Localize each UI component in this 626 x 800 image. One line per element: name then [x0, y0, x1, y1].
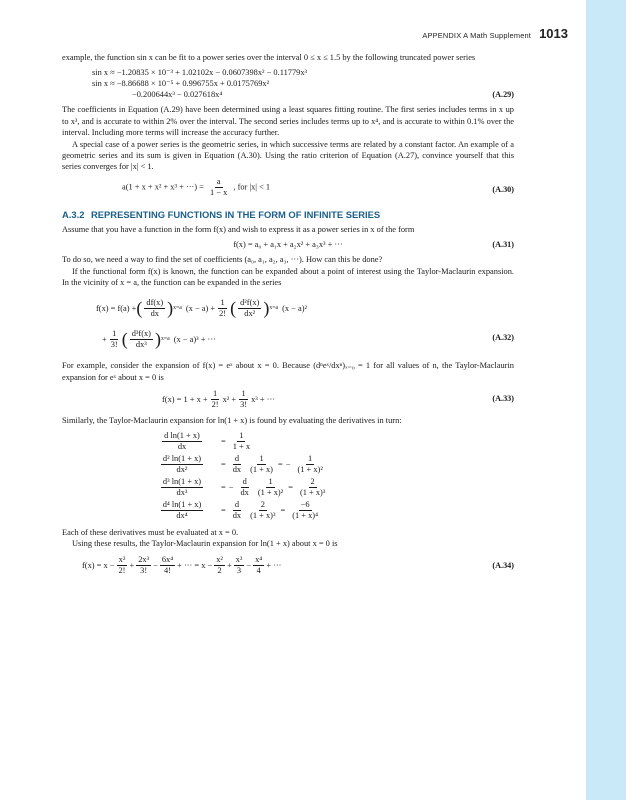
eq-a29-line1: sin x ≈ −1.20835 × 10⁻³ + 1.02102x − 0.0607398x² − 0.11779x³	[92, 68, 308, 78]
eq-a29-line2: sin x ≈ −8.86688 × 10⁻⁵ + 0.996755x + 0.0175769x²	[92, 79, 270, 89]
paragraph-using-results: Using these results, the Taylor-Maclaurin expansion for ln(1 + x) about x = 0 is	[72, 539, 338, 549]
eq-a30-condition: , for |x| < 1	[233, 182, 271, 192]
eq-a32-c2: $\frac{1}{2!}$	[219, 297, 227, 318]
equation-a29	[92, 67, 514, 100]
paragraph-example-exp: For example, consider the expansion of f(x) = eˣ about x = 0. Because (dⁿeˣ/dxⁿ)ₓ₌₀ = 1 for all values of n, the Taylor-Maclaurin expansion for eˣ about x = 0 is	[62, 361, 514, 382]
eq-a34-number: (A.34)	[492, 560, 514, 570]
eq-a32-lhs: f(x) = f(a) +	[96, 303, 137, 313]
eq-a31-number: (A.31)	[492, 240, 514, 250]
equation-a33: f(x) = 1 + x + $\frac{1}{2!}$ x² + $\frac{1}{3!}$ x³ + ··· (A.33)	[162, 388, 514, 409]
eq-a30-frac-den: 1 − x	[210, 187, 228, 197]
eq-a29-number: (A.29)	[492, 90, 514, 100]
equation-a34: f(x) = x − $\frac{\text{x²}}{2!}$ + $\frac{\text{2x³}}{3!}$ − $\frac{\text{6x⁴}}{4!}$ + ··· = x − $\frac{\text{x²}}{2}$ + $\frac{\text{x³}}{3}$ − $\frac{\text{x⁴}}{4}$ + ··· (A.34)	[82, 555, 514, 575]
page-number: 1013	[539, 26, 568, 41]
paragraph-coefficients: The coefficients in Equation (A.29) have been determined using a least squares fitting routine. The first series includes terms in x up to x³, and is accurate to within 2% over the interval. The second series includes terms up to x⁴, and is accurate to within 0.1% over the interval. Including more terms will increase the accuracy further.	[62, 105, 514, 138]
paragraph-intro: example, the function sin x can be fit to a power series over the interval 0 ≤ x ≤ 1.5 by the following truncated power series	[62, 53, 476, 62]
eq-a32-c3: $\frac{1}{3!}$	[110, 328, 118, 349]
section-number: A.3.2	[62, 208, 85, 220]
derivative-row-3: $\frac{\text{d³ ln(1 + x)}}{\text{dx³}}$ = − $\frac{d}{dx}$ $\frac{1}{\text{(1 + x)²}}$ = $\frac{2}{\text{(1 + x)³}}$	[162, 476, 326, 497]
paragraph-coefficients-question: To do so, we need a way to find the set of coefficients (a₀, a₁, a₂, a₃, ···). How can this be done?	[62, 255, 383, 265]
eq-a31-text: f(x) = a₀ + a₁x + a₂x² + a₃x³ + ···	[233, 240, 343, 250]
header-label: APPENDIX A Math Supplement	[422, 31, 532, 40]
eq-a33-number: (A.33)	[492, 394, 514, 404]
paragraph-geometric: A special case of a power series is the geometric series, in which successive terms are related by a constant factor. An example of a geometric series and its sum is given in Equation (A.30). Using the ratio criterion of Equation (A.27), convince yourself that this series converges for |x| < 1.	[62, 139, 514, 172]
paragraph-taylor: If the functional form f(x) is known, the function can be expanded about a point of interest using the Taylor-Maclaurin expansion. In the vicinity of x = a, the function can be expanded in the series	[62, 266, 514, 288]
derivative-row-1: $\frac{\text{d ln(1 + x)}}{dx}$ = $\frac{1}{1 + x}$	[164, 430, 251, 451]
derivative-row-4: $\frac{\text{d⁴ ln(1 + x)}}{\text{dx⁴}}$ = $\frac{d}{dx}$ $\frac{2}{\text{(1 + x)³}}$ = $\frac{-6}{\text{(1 + x)⁴}}$	[162, 499, 319, 520]
paragraph-assume: Assume that you have a function in the form f(x) and wish to express it as a power series in x of the form	[62, 224, 415, 234]
equation-a31	[62, 239, 514, 250]
page-body	[62, 52, 514, 582]
equation-a32	[96, 292, 514, 356]
page-edge-sidebar	[586, 0, 626, 800]
eq-a30-number: (A.30)	[492, 184, 514, 194]
running-header	[422, 26, 568, 41]
paragraph-evaluate: Each of these derivatives must be evaluated at x = 0.	[62, 527, 239, 537]
eq-a32-line1: f(x) = f(a) + ( $\frac{df(x)}{dx}$ ) x=a (x − a) + $\frac{1}{2!}$ ( $\frac{\text{d²f(x)}}{\text{dx²}}$ ) x=a (x − a)²	[96, 297, 307, 318]
eq-a30-lhs: a(1 + x + x² + x³ + ···) =	[122, 182, 204, 192]
derivative-row-2: $\frac{\text{d² ln(1 + x)}}{\text{dx²}}$ = $\frac{d}{dx}$ $\frac{1}{(1 + x)}$ = − $\frac{1}{\text{(1 + x)²}}$	[162, 453, 323, 474]
section-heading	[62, 209, 514, 220]
paragraph-ln-intro: Similarly, the Taylor-Maclaurin expansion for ln(1 + x) is found by evaluating the derivatives in turn:	[62, 416, 402, 426]
eq-a32-line2: + $\frac{1}{3!}$ ( $\frac{\text{d³f(x)}}{\text{dx³}}$ ) x=a (x − a)³ + ···	[102, 328, 216, 349]
equation-a30	[122, 177, 514, 203]
eq-a32-d1: $\frac{df(x)}{dx}$	[146, 297, 164, 318]
eq-a32-d3: $\frac{\text{d³f(x)}}{\text{dx³}}$	[131, 328, 151, 349]
derivative-list	[144, 431, 514, 521]
section-title: REPRESENTING FUNCTIONS IN THE FORM OF INFINITE SERIES	[91, 208, 381, 220]
eq-a32-d2: $\frac{\text{d²f(x)}}{\text{dx²}}$	[240, 297, 260, 318]
eq-a30-fraction	[208, 177, 229, 198]
eq-a29-line3: −0.200644x³ − 0.027618x⁴	[132, 90, 223, 100]
eq-a30-frac-num: a	[216, 176, 221, 186]
eq-a32-number: (A.32)	[492, 333, 514, 343]
